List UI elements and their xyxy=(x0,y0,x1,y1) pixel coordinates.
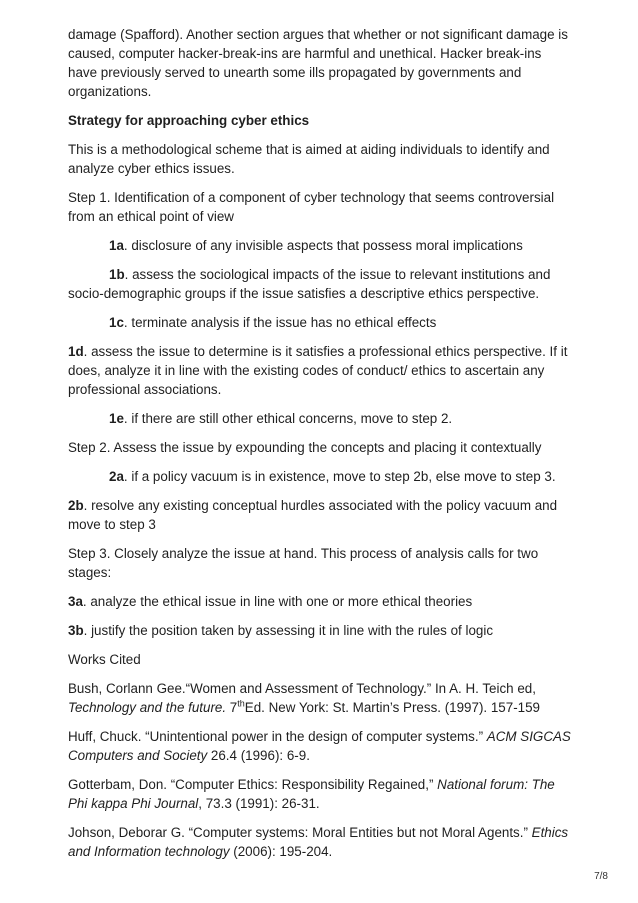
citation-johson-pre: Johson, Deborar G. “Computer systems: Moral Entities but not Moral Agents.” xyxy=(68,825,532,840)
document-page xyxy=(68,25,574,871)
step-1-paragraph: Step 1. Identification of a component of cyber technology that seems controversial from an ethical point of view xyxy=(68,190,555,224)
scheme-paragraph: This is a methodological scheme that is aimed at aiding individuals to identify and analyze cyber ethics issues. xyxy=(68,142,550,176)
section-heading: Strategy for approaching cyber ethics xyxy=(68,113,310,128)
step-1d-item xyxy=(68,342,574,399)
step-1a-text: . disclosure of any invisible aspects that possess moral implications xyxy=(123,238,523,253)
step-2b-text: . resolve any existing conceptual hurdles associated with the policy vacuum and move to step 3 xyxy=(68,498,558,532)
step-3b-label: 3b xyxy=(68,623,84,638)
citation-gotterbam-pre: Gotterbam, Don. “Computer Ethics: Responsibility Regained,” xyxy=(68,777,438,792)
step-2a-label: 2a xyxy=(109,469,124,484)
step-1b-text: . assess the sociological impacts of the issue to relevant institutions and socio-demographic groups if the issue satisfies a descriptive ethics perspective. xyxy=(68,267,551,301)
step-3a-label: 3a xyxy=(68,594,83,609)
citation-bush-pre: Bush, Corlann Gee.“Women and Assessment of Technology.” In A. H. Teich ed, xyxy=(68,681,536,696)
citation-bush-title: Technology and the future. xyxy=(68,700,227,715)
citation-bush-post: Ed. New York: St. Martin’s Press. (1997). 157-159 xyxy=(244,700,540,715)
citation-gotterbam-journal: National forum: The Phi kappa Phi Journal xyxy=(68,777,555,811)
step-3-paragraph: Step 3. Closely analyze the issue at hand. This process of analysis calls for two stages: xyxy=(68,546,539,580)
works-cited-heading: Works Cited xyxy=(68,652,141,667)
citation-johson xyxy=(68,823,574,861)
step-3b-text: . justify the position taken by assessing it in line with the rules of logic xyxy=(83,623,494,638)
step-2b-item xyxy=(68,496,574,534)
step-1a-item xyxy=(68,236,574,255)
citation-gotterbam-post: , 73.3 (1991): 26-31. xyxy=(198,796,320,811)
step-1a-label: 1a xyxy=(109,238,124,253)
citation-johson-journal: Ethics and Information technology xyxy=(68,825,569,859)
step-1b-label: 1b xyxy=(109,267,125,282)
step-1c-label: 1c xyxy=(109,315,124,330)
step-2a-item xyxy=(68,467,574,486)
citation-bush-edition: 7 xyxy=(226,700,238,715)
citation-bush xyxy=(68,679,574,717)
step-3b-item xyxy=(68,621,574,640)
page-number: 7/8 xyxy=(594,871,608,882)
step-3a-text: . analyze the ethical issue in line with one or more ethical theories xyxy=(82,594,473,609)
step-1e-item xyxy=(68,409,574,428)
step-1c-item xyxy=(68,313,574,332)
citation-huff xyxy=(68,727,574,765)
citation-johson-post: (2006): 195-204. xyxy=(229,844,333,859)
step-1e-label: 1e xyxy=(109,411,124,426)
step-3a-item xyxy=(68,592,574,611)
step-1e-text: . if there are still other ethical concerns, move to step 2. xyxy=(123,411,453,426)
step-1d-label: 1d xyxy=(68,344,84,359)
step-1b-item xyxy=(68,265,574,303)
citation-huff-journal: ACM SIGCAS Computers and Society xyxy=(68,729,571,763)
intro-paragraph: damage (Spafford). Another section argues that whether or not significant damage is caused, computer hacker-break-ins are harmful and unethical. Hacker break-ins have previously served to unearth some ills propagated by governments and organizations. xyxy=(68,27,568,99)
step-1c-text: . terminate analysis if the issue has no ethical effects xyxy=(123,315,437,330)
citation-bush-superscript: th xyxy=(237,698,245,709)
step-1d-text: . assess the issue to determine is it satisfies a professional ethics perspective. If it does, analyze it in line with the existing codes of conduct/ ethics to ascertain any professional associations. xyxy=(68,344,568,397)
step-2a-text: . if a policy vacuum is in existence, move to step 2b, else move to step 3. xyxy=(123,469,556,484)
step-2b-label: 2b xyxy=(68,498,84,513)
citation-huff-post: 26.4 (1996): 6-9. xyxy=(207,748,310,763)
step-2-paragraph: Step 2. Assess the issue by expounding the concepts and placing it contextually xyxy=(68,440,542,455)
citation-huff-pre: Huff, Chuck. “Unintentional power in the design of computer systems.” xyxy=(68,729,487,744)
citation-gotterbam xyxy=(68,775,574,813)
